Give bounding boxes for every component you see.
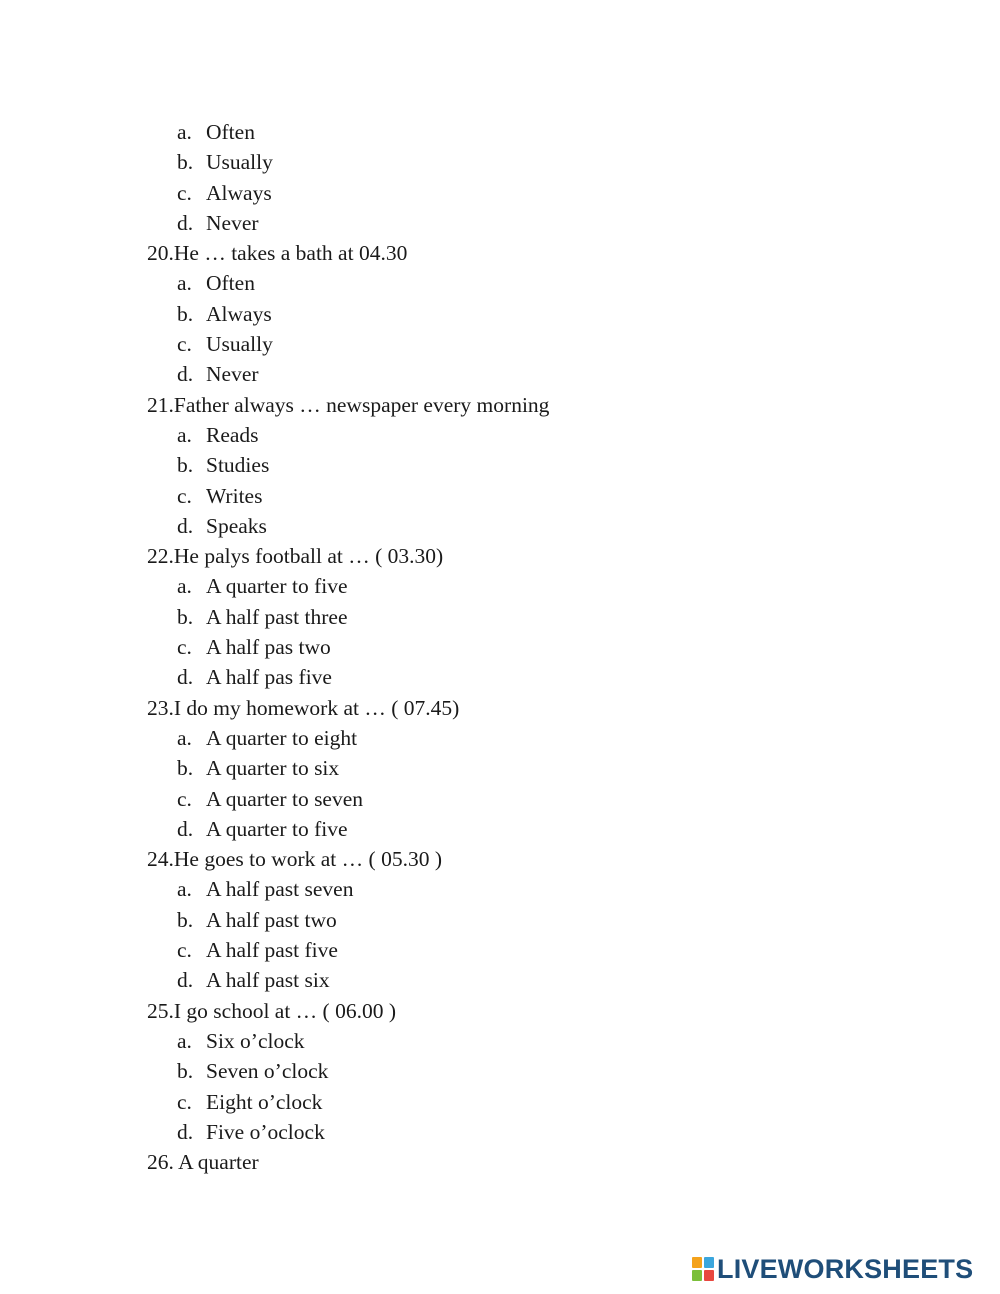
answer-option	[0, 965, 1000, 995]
brand-name: LIVEWORKSHEETS	[717, 1253, 974, 1284]
option-letter: b.	[177, 1059, 194, 1084]
option-letter: d.	[177, 1119, 194, 1144]
option-letter: b.	[177, 301, 194, 326]
answer-option	[0, 602, 1000, 632]
option-letter: d.	[177, 210, 194, 235]
option-letter: a.	[177, 877, 192, 902]
answer-option	[0, 178, 1000, 208]
option-text: Usually	[206, 332, 273, 357]
option-letter: b.	[177, 453, 194, 478]
answer-option	[0, 784, 1000, 814]
answer-option	[0, 147, 1000, 177]
option-text: A half past three	[206, 604, 348, 629]
option-text: A half past six	[206, 968, 330, 993]
option-letter: c.	[177, 786, 192, 811]
question-text: 21.Father always … newspaper every morning	[147, 392, 550, 417]
option-text: Always	[206, 180, 272, 205]
answer-option	[0, 723, 1000, 753]
question-text: 24.He goes to work at … ( 05.30 )	[147, 847, 442, 872]
option-text: A half pas two	[206, 635, 331, 660]
option-letter: d.	[177, 816, 194, 841]
option-text: Often	[206, 271, 255, 296]
option-letter: a.	[177, 422, 192, 447]
answer-option	[0, 117, 1000, 147]
answer-option	[0, 450, 1000, 480]
answer-option	[0, 1087, 1000, 1117]
option-text: Studies	[206, 453, 270, 478]
answer-option	[0, 814, 1000, 844]
answer-option	[0, 905, 1000, 935]
option-letter: c.	[177, 635, 192, 660]
option-text: Always	[206, 301, 272, 326]
option-letter: b.	[177, 756, 194, 781]
answer-option	[0, 935, 1000, 965]
option-text: Often	[206, 120, 255, 144]
option-letter: c.	[177, 1089, 192, 1114]
answer-option	[0, 632, 1000, 662]
option-text: Six o’clock	[206, 1028, 305, 1053]
answer-option	[0, 299, 1000, 329]
option-text: A quarter to six	[206, 756, 340, 781]
option-text: Never	[206, 362, 259, 387]
option-text: A half past two	[206, 907, 337, 932]
question-text: 23.I do my homework at … ( 07.45)	[147, 695, 460, 720]
option-letter: c.	[177, 332, 192, 357]
option-text: A half past five	[206, 938, 338, 963]
option-text: Five o’oclock	[206, 1119, 325, 1144]
option-letter: b.	[177, 150, 194, 175]
option-text: A quarter to eight	[206, 725, 358, 750]
answer-option	[0, 329, 1000, 359]
option-text: Usually	[206, 150, 273, 175]
option-text: A quarter to seven	[206, 786, 364, 811]
answer-option	[0, 1117, 1000, 1147]
answer-option	[0, 481, 1000, 511]
option-letter: d.	[177, 968, 194, 993]
option-letter: d.	[177, 362, 194, 387]
option-letter: b.	[177, 907, 194, 932]
option-letter: a.	[177, 574, 192, 599]
logo-square	[704, 1270, 714, 1281]
answer-option	[0, 874, 1000, 904]
option-letter: a.	[177, 725, 192, 750]
option-text: A half past seven	[206, 877, 354, 902]
option-letter: a.	[177, 271, 192, 296]
logo-square	[692, 1257, 702, 1268]
liveworksheets-logo-icon	[692, 1257, 714, 1281]
option-text: Speaks	[206, 513, 267, 538]
answer-option	[0, 268, 1000, 298]
question-text: 22.He palys football at … ( 03.30)	[147, 544, 444, 569]
option-text: Writes	[206, 483, 263, 508]
answer-option	[0, 511, 1000, 541]
option-text: A quarter to five	[206, 816, 348, 841]
answer-option	[0, 571, 1000, 601]
option-letter: c.	[177, 483, 192, 508]
option-letter: b.	[177, 604, 194, 629]
question-text: 26. A quarter	[147, 1150, 259, 1175]
answer-option	[0, 753, 1000, 783]
worksheet-content	[0, 117, 1000, 1177]
option-letter: a.	[177, 1028, 192, 1053]
option-letter: d.	[177, 665, 194, 690]
option-letter: c.	[177, 180, 192, 205]
option-text: Seven o’clock	[206, 1059, 329, 1084]
question-text: 20.He … takes a bath at 04.30	[147, 241, 408, 266]
logo-square	[692, 1270, 702, 1281]
answer-option	[0, 208, 1000, 238]
answer-option	[0, 1056, 1000, 1086]
question-text: 25.I go school at … ( 06.00 )	[147, 998, 397, 1023]
answer-option	[0, 1026, 1000, 1056]
option-text: Reads	[206, 422, 259, 447]
logo-square	[704, 1257, 714, 1268]
option-text: A half pas five	[206, 665, 332, 690]
option-letter: a.	[177, 120, 192, 144]
option-text: A quarter to five	[206, 574, 348, 599]
footer-brand	[692, 1252, 973, 1286]
answer-option	[0, 359, 1000, 389]
option-letter: d.	[177, 513, 194, 538]
option-text: Never	[206, 210, 259, 235]
answer-option	[0, 662, 1000, 692]
answer-option	[0, 420, 1000, 450]
option-letter: c.	[177, 938, 192, 963]
option-text: Eight o’clock	[206, 1089, 323, 1114]
